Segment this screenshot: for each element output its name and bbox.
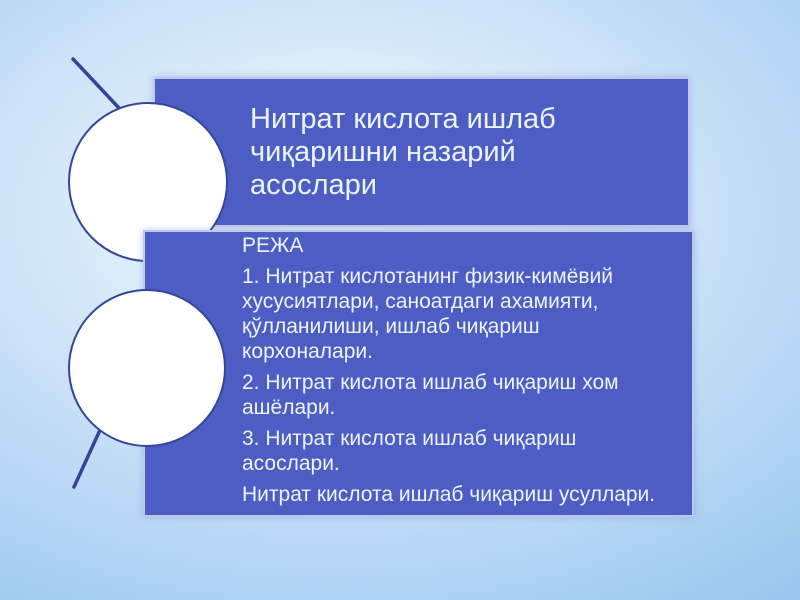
slide-title: Нитрат кислота ишлаб чиқаришни назарий асослари <box>250 103 556 201</box>
plan-heading: РЕЖА <box>242 234 304 257</box>
slide-content-box <box>143 230 694 517</box>
slide-title-box <box>153 77 690 227</box>
plan-item: 3. Нитрат кислота ишлаб чиқариш асослари. <box>242 427 577 475</box>
plan-item: 1. Нитрат кислотанинг физик-кимёвий хусусиятлари, саноатдаги ахамияти, қўлланилиши, ишлаб чиқариш корхоналари. <box>242 265 614 363</box>
decorative-line-top <box>73 59 119 108</box>
decorative-line-bottom <box>74 430 100 487</box>
plan-item: 2. Нитрат кислота ишлаб чиқариш хом ашёлари. <box>242 371 619 419</box>
plan-item: Нитрат кислота ишлаб чиқариш усуллари. <box>242 483 656 506</box>
